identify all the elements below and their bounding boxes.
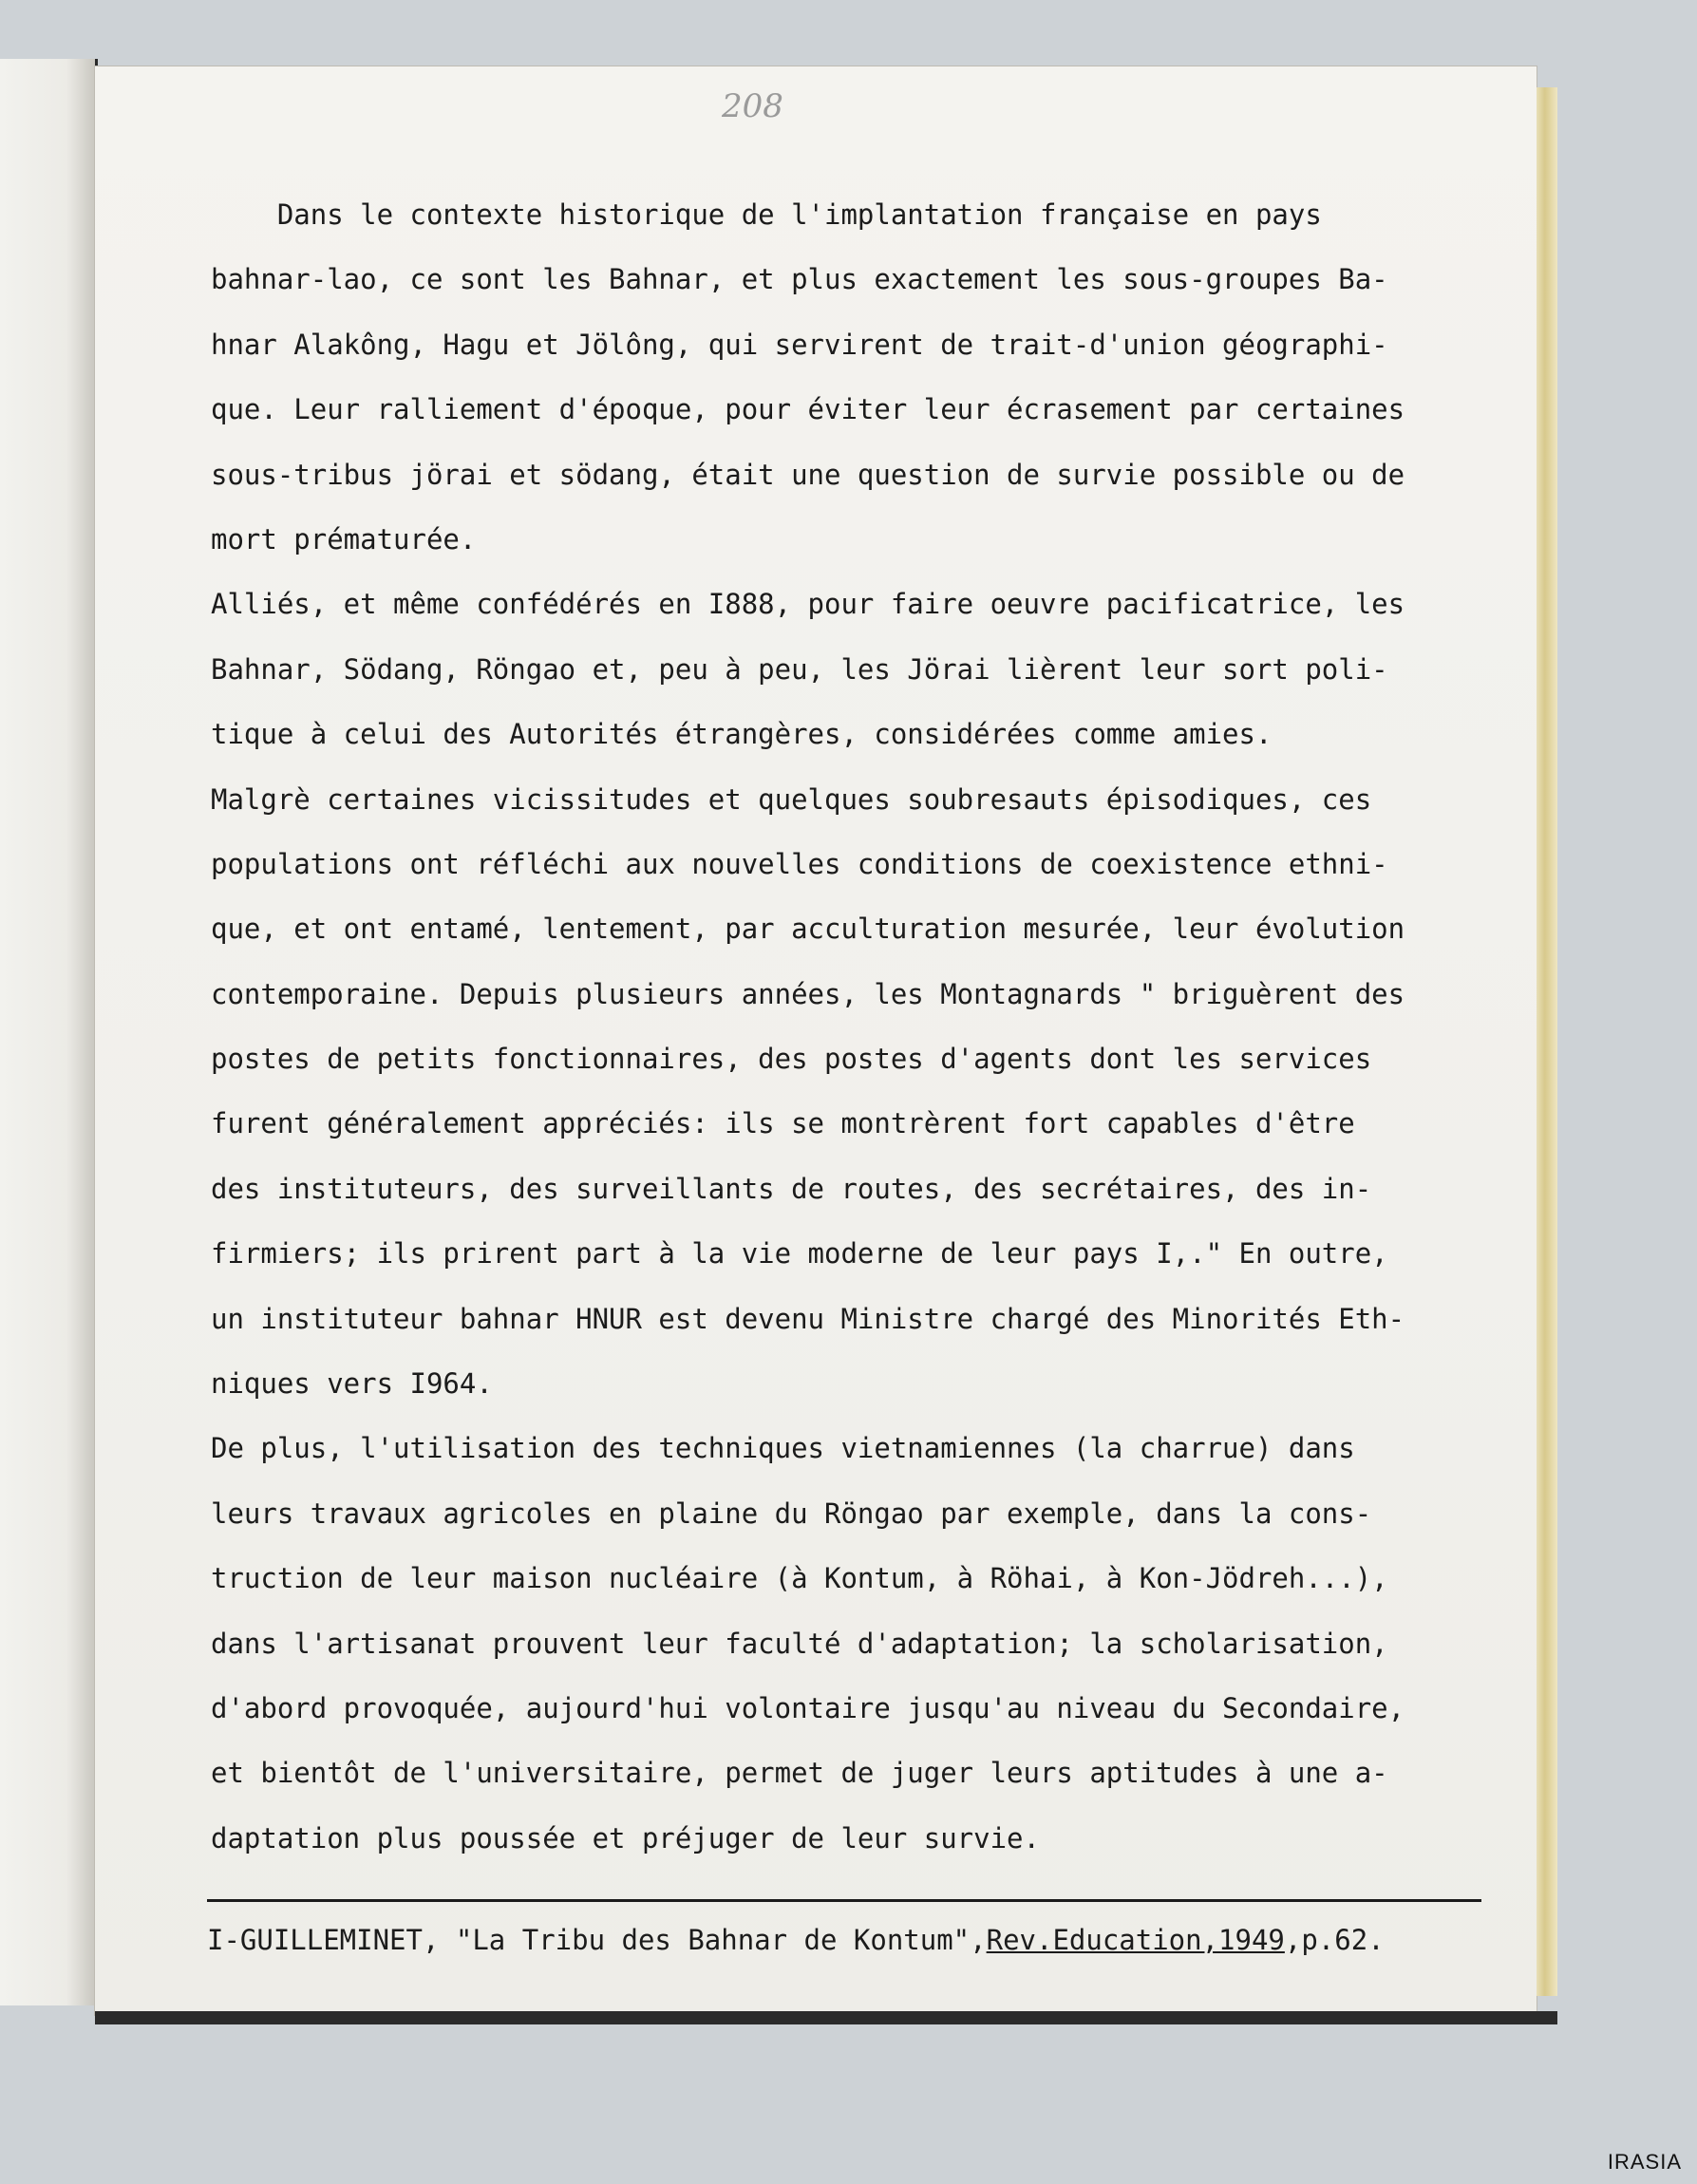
text-line: Dans le contexte historique de l'implantation française en pays [211, 198, 1322, 231]
text-line: daptation plus poussée et préjuger de leur survie. [211, 1821, 1040, 1855]
left-page-edge [0, 59, 98, 2005]
footnote-separator [207, 1899, 1481, 1902]
text-line: d'abord provoquée, aujourd'hui volontaire jusqu'au niveau du Secondaire, [211, 1691, 1405, 1724]
text-line: bahnar-lao, ce sont les Bahnar, et plus exactement les sous-groupes Ba- [211, 263, 1388, 296]
text-line: que. Leur ralliement d'époque, pour éviter leur écrasement par certaines [211, 393, 1405, 426]
footnote-journal: Rev.Education,1949 [986, 1924, 1285, 1956]
body-text [211, 182, 1504, 1871]
text-line: sous-tribus jörai et södang, était une question de survie possible ou de [211, 458, 1405, 491]
text-line: des instituteurs, des surveillants de routes, des secrétaires, des in- [211, 1172, 1372, 1205]
text-line: contemporaine. Depuis plusieurs années, les Montagnards " briguèrent des [211, 977, 1405, 1010]
text-line: Bahnar, Södang, Röngao et, peu à peu, les Jörai lièrent leur sort poli- [211, 652, 1388, 686]
text-line: De plus, l'utilisation des techniques vietnamiennes (la charrue) dans [211, 1432, 1355, 1465]
text-line: dans l'artisanat prouvent leur faculté d'adaptation; la scholarisation, [211, 1627, 1388, 1660]
text-line: et bientôt de l'universitaire, permet de juger leurs aptitudes à une a- [211, 1757, 1388, 1790]
text-line: mort prématurée. [211, 522, 477, 555]
text-line: Malgrè certaines vicissitudes et quelques soubresauts épisodiques, ces [211, 782, 1372, 816]
text-line: Alliés, et même confédérés en I888, pour faire oeuvre pacificatrice, les [211, 588, 1405, 621]
text-line: niques vers I964. [211, 1367, 493, 1401]
text-line: un instituteur bahnar HNUR est devenu Ministre chargé des Minorités Eth- [211, 1302, 1405, 1335]
footnote [207, 1924, 1499, 1956]
text-line: truction de leur maison nucléaire (à Kontum, à Röhai, à Kon-Jödreh...), [211, 1562, 1388, 1595]
watermark-logo: IRASIA [1607, 2150, 1682, 2174]
text-line: que, et ont entamé, lentement, par acculturation mesurée, leur évolution [211, 913, 1405, 946]
page-number: 208 [722, 87, 783, 125]
footnote-citation: I-GUILLEMINET, "La Tribu des Bahnar de Kontum", [207, 1924, 987, 1956]
text-line: tique à celui des Autorités étrangères, considérées comme amies. [211, 718, 1273, 751]
text-line: postes de petits fonctionnaires, des postes d'agents dont les services [211, 1043, 1372, 1076]
text-line: furent généralement appréciés: ils se montrèrent fort capables d'être [211, 1107, 1355, 1140]
text-line: firmiers; ils prirent part à la vie moderne de leur pays I,." En outre, [211, 1237, 1388, 1271]
text-line: populations ont réfléchi aux nouvelles conditions de coexistence ethni- [211, 847, 1388, 880]
text-line: hnar Alakông, Hagu et Jölông, qui servirent de trait-d'union géographi- [211, 328, 1388, 361]
footnote-page: ,p.62. [1284, 1924, 1385, 1956]
page-bottom-shadow [95, 2011, 1557, 2024]
text-line: leurs travaux agricoles en plaine du Röngao par exemple, dans la cons- [211, 1497, 1372, 1530]
page-stack-edge [1537, 87, 1557, 1996]
